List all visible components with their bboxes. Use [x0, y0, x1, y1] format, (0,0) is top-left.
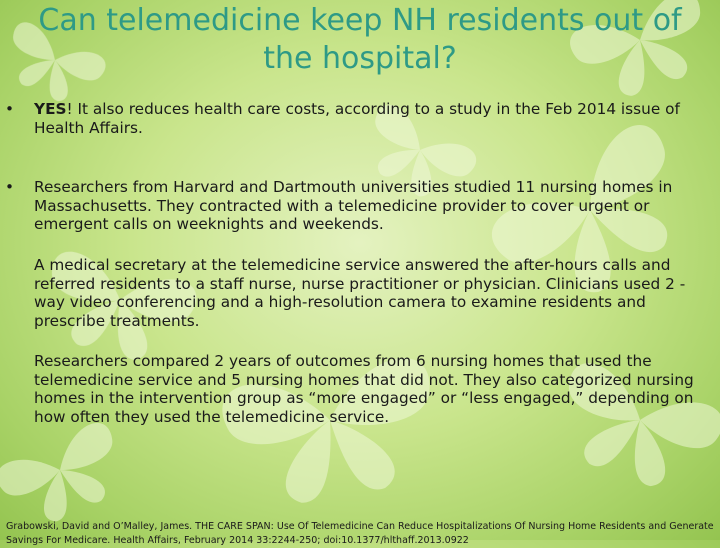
yes-emphasis: YES	[34, 100, 67, 118]
citation-line-1: Grabowski, David and O’Malley, James. THE CARE SPAN: Use Of Telemedicine Can Reduce Hospitalizations Of Nursing Home Residents and Generate	[6, 521, 714, 532]
bullet-yes	[34, 100, 710, 137]
citation-line-2: Savings For Medicare. Health Affairs, February 2014 33:2244-250; doi:10.1377/hlthaff.2013.0922	[6, 535, 469, 546]
slide-title: Can telemedicine keep NH residents out of the hospital?	[38, 3, 682, 76]
bullet-yes-text: ! It also reduces health care costs, according to a study in the Feb 2014 issue of Health Affairs.	[34, 100, 680, 137]
bullet-marker: •	[5, 100, 15, 118]
bullet-researchers: Researchers from Harvard and Dartmouth universities studied 11 nursing homes in Massachusetts. They contracted with a telemedicine provider to cover urgent or emergent calls on weeknights and weekends.	[34, 178, 673, 233]
paragraph-medical-secretary: A medical secretary at the telemedicine service answered the after-hours calls and referred residents to a staff nurse, nurse practitioner or physician. Clinicians used 2 -way video conferencing and a high-resolution camera to examine residents and prescribe treatments.	[34, 256, 686, 330]
bullet-marker: •	[5, 178, 15, 196]
citation	[6, 520, 716, 546]
paragraph-outcomes: Researchers compared 2 years of outcomes from 6 nursing homes that used the telemedicine service and 5 nursing homes that did not. They also categorized nursing homes in the intervention group as “more engaged” or “less engaged,” depending on how often they used the telemedicine service.	[34, 352, 694, 426]
